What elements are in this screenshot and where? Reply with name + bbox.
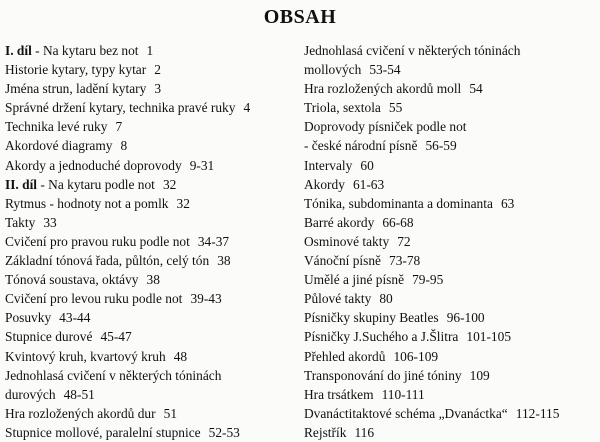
toc-entry-text: Akordy: [304, 176, 345, 192]
toc-entry: [5, 404, 295, 423]
toc-entry: [5, 156, 295, 175]
toc-page-number: 51: [163, 405, 178, 421]
toc-entry-text: Rejstřík: [304, 424, 347, 440]
toc-entry-text: Hra rozložených akordů moll: [304, 81, 462, 97]
toc-entry-text: Stupnice durové: [5, 329, 93, 345]
page-title: OBSAH: [263, 6, 337, 28]
toc-entry: [5, 270, 295, 289]
toc-entry-text: Historie kytary, typy kytar: [5, 62, 147, 78]
toc-entry-text: Tónová soustava, oktávy: [5, 272, 139, 288]
toc-page-number: 53-54: [369, 62, 401, 78]
toc-entry: [5, 175, 295, 194]
toc-entry-text: - Na kytaru bez not: [31, 43, 139, 58]
toc-entry: [304, 175, 598, 194]
toc-entry: [304, 366, 598, 385]
toc-page-number: 2: [154, 62, 161, 78]
toc-page-number: 54: [469, 81, 483, 97]
toc-entry-text: Triola, sextola: [304, 100, 381, 116]
toc-entry: [304, 385, 598, 404]
toc-entry: [304, 270, 598, 289]
toc-page-number: 61-63: [352, 176, 385, 192]
toc-entry: [304, 98, 598, 117]
toc-entry: [304, 327, 598, 346]
toc-entry-text: Kvintový kruh, kvartový kruh: [5, 348, 166, 364]
toc-page-number: 34-37: [197, 233, 230, 249]
toc-page-number: 39-43: [190, 291, 222, 307]
toc-entry: [5, 232, 295, 251]
toc-entry: [5, 98, 295, 117]
toc-entry-text: Osminové takty: [304, 233, 390, 249]
toc-part-label: I. díl: [5, 43, 32, 58]
toc-page-number: 38: [217, 253, 231, 269]
toc-entry-text: Stupnice mollové, paralelní stupnice: [5, 424, 201, 440]
toc-entry-text: Takty: [5, 214, 36, 230]
toc-entry: [5, 385, 295, 404]
toc-left-column: [5, 41, 295, 442]
toc-entry-text: Jednohlasá cvičení v některých tóninách: [5, 367, 222, 383]
toc-entry-text: Jednohlasá cvičení v některých tóninách: [304, 43, 521, 58]
toc-entry-text: Posuvky: [5, 310, 52, 326]
toc-entry: [304, 60, 598, 79]
toc-entry-text: Intervaly: [304, 157, 353, 173]
toc-entry: [304, 289, 598, 308]
toc-entry: [304, 194, 598, 213]
toc-entry: [5, 117, 295, 136]
toc-entry-text: Cvičení pro levou ruku podle not: [5, 291, 183, 307]
toc-page-number: 56-59: [425, 138, 457, 154]
toc-part-label: II. díl: [5, 176, 38, 192]
toc-entry-text: Hra rozložených akordů dur: [5, 405, 156, 421]
toc-entry: [5, 41, 295, 60]
toc-entry-text: Rytmus - hodnoty not a pomlk: [5, 195, 169, 211]
toc-entry-text: Cvičení pro pravou ruku podle not: [5, 233, 190, 249]
toc-entry-text: Dvanáctitaktové schéma „Dvanáctka“: [304, 405, 508, 421]
toc-entry: [304, 156, 598, 175]
toc-page-number: 55: [388, 100, 403, 116]
toc-entry-text: Technika levé ruky: [5, 119, 108, 135]
toc-page-number: 4: [243, 100, 251, 116]
toc-entry: [5, 213, 295, 232]
toc-page-number: 96-100: [446, 310, 485, 326]
toc-entry-text: durových: [5, 386, 56, 402]
toc-page-number: 7: [115, 119, 123, 135]
toc-page-number: 109: [469, 367, 490, 383]
toc-entry-text: Vánoční písně: [304, 253, 381, 269]
toc-entry-text: Barré akordy: [304, 214, 375, 230]
toc-entry-text: mollových: [304, 62, 362, 78]
toc-entry-text: Půlové takty: [304, 291, 372, 307]
toc-entry-text: Správné držení kytary, technika pravé ruky: [5, 100, 236, 116]
toc-page-number: 79-95: [412, 272, 444, 288]
toc-entry: [5, 366, 295, 385]
toc-page-number: 1: [146, 43, 154, 58]
toc-entry: [5, 308, 295, 327]
toc-page-number: 60: [360, 157, 374, 173]
toc-page-number: 101-105: [466, 329, 512, 345]
toc-entry-text: Přehled akordů: [304, 348, 386, 364]
toc-page-number: 33: [43, 214, 57, 230]
toc-entry-text: Doprovody písniček podle not: [304, 119, 467, 135]
toc-entry: [304, 423, 598, 442]
toc-page-number: 32: [176, 195, 190, 211]
toc-page-number: 66-68: [382, 214, 414, 230]
toc-entry-text: - Na kytaru podle not: [37, 176, 155, 192]
toc-page-number: 32: [162, 176, 177, 192]
toc-entry: [304, 213, 598, 232]
toc-entry: [5, 60, 295, 79]
toc-entry: [5, 423, 295, 442]
toc-page-number: 80: [379, 291, 393, 307]
toc-entry: [304, 308, 598, 327]
toc-entry: [304, 41, 598, 60]
toc-page-number: 72: [397, 233, 411, 249]
toc-page-number: 73-78: [389, 253, 421, 269]
toc-entry-text: Akordy a jednoduché doprovody: [5, 157, 182, 173]
toc-entry: [5, 327, 295, 346]
toc-entry: [304, 404, 598, 423]
toc-page-number: 38: [146, 272, 160, 288]
toc-entry-text: Písničky J.Suchého a J.Šlitra: [304, 329, 459, 345]
toc-entry: [304, 251, 598, 270]
toc-entry: [304, 232, 598, 251]
toc-entry: [5, 136, 295, 155]
toc-entry-text: Tónika, subdominanta a dominanta: [304, 195, 493, 211]
toc-page-number: 3: [154, 81, 162, 97]
toc-entry-text: Akordové diagramy: [5, 138, 113, 154]
toc-entry: [304, 136, 598, 155]
toc-page-number: 48: [173, 348, 188, 364]
toc-page-number: 45-47: [100, 329, 132, 345]
toc-entry: [5, 251, 295, 270]
toc-page-number: 52-53: [208, 424, 240, 440]
toc-entry-text: Písničky skupiny Beatles: [304, 310, 439, 326]
toc-entry: [5, 194, 295, 213]
toc-entry: [5, 289, 295, 308]
toc-entry: [304, 117, 598, 136]
toc-page-number: 106-109: [393, 348, 439, 364]
toc-page-number: 116: [354, 424, 375, 440]
toc-entry: [304, 79, 598, 98]
toc-page-number: 63: [500, 195, 515, 211]
toc-page-number: 8: [120, 138, 128, 154]
toc-page-number: 9-31: [189, 157, 215, 173]
toc-page-number: 48-51: [63, 386, 95, 402]
toc-page-number: 110-111: [381, 386, 425, 402]
toc-entry: [304, 347, 598, 366]
toc-page-number: 43-44: [59, 310, 91, 326]
toc-entry-text: Hra trsátkem: [304, 386, 374, 402]
toc-entry: [5, 79, 295, 98]
toc-entry-text: Transponování do jiné tóniny: [304, 367, 462, 383]
toc-page-number: 112-115: [515, 405, 560, 421]
toc-entry-text: - české národní písně: [304, 138, 418, 154]
toc-right-column: [304, 41, 598, 442]
toc-entry-text: Jména strun, ladění kytary: [5, 81, 147, 97]
toc-entry: [5, 347, 295, 366]
toc-entry-text: Základní tónová řada, půltón, celý tón: [5, 253, 210, 269]
toc-entry-text: Umělé a jiné písně: [304, 272, 405, 288]
